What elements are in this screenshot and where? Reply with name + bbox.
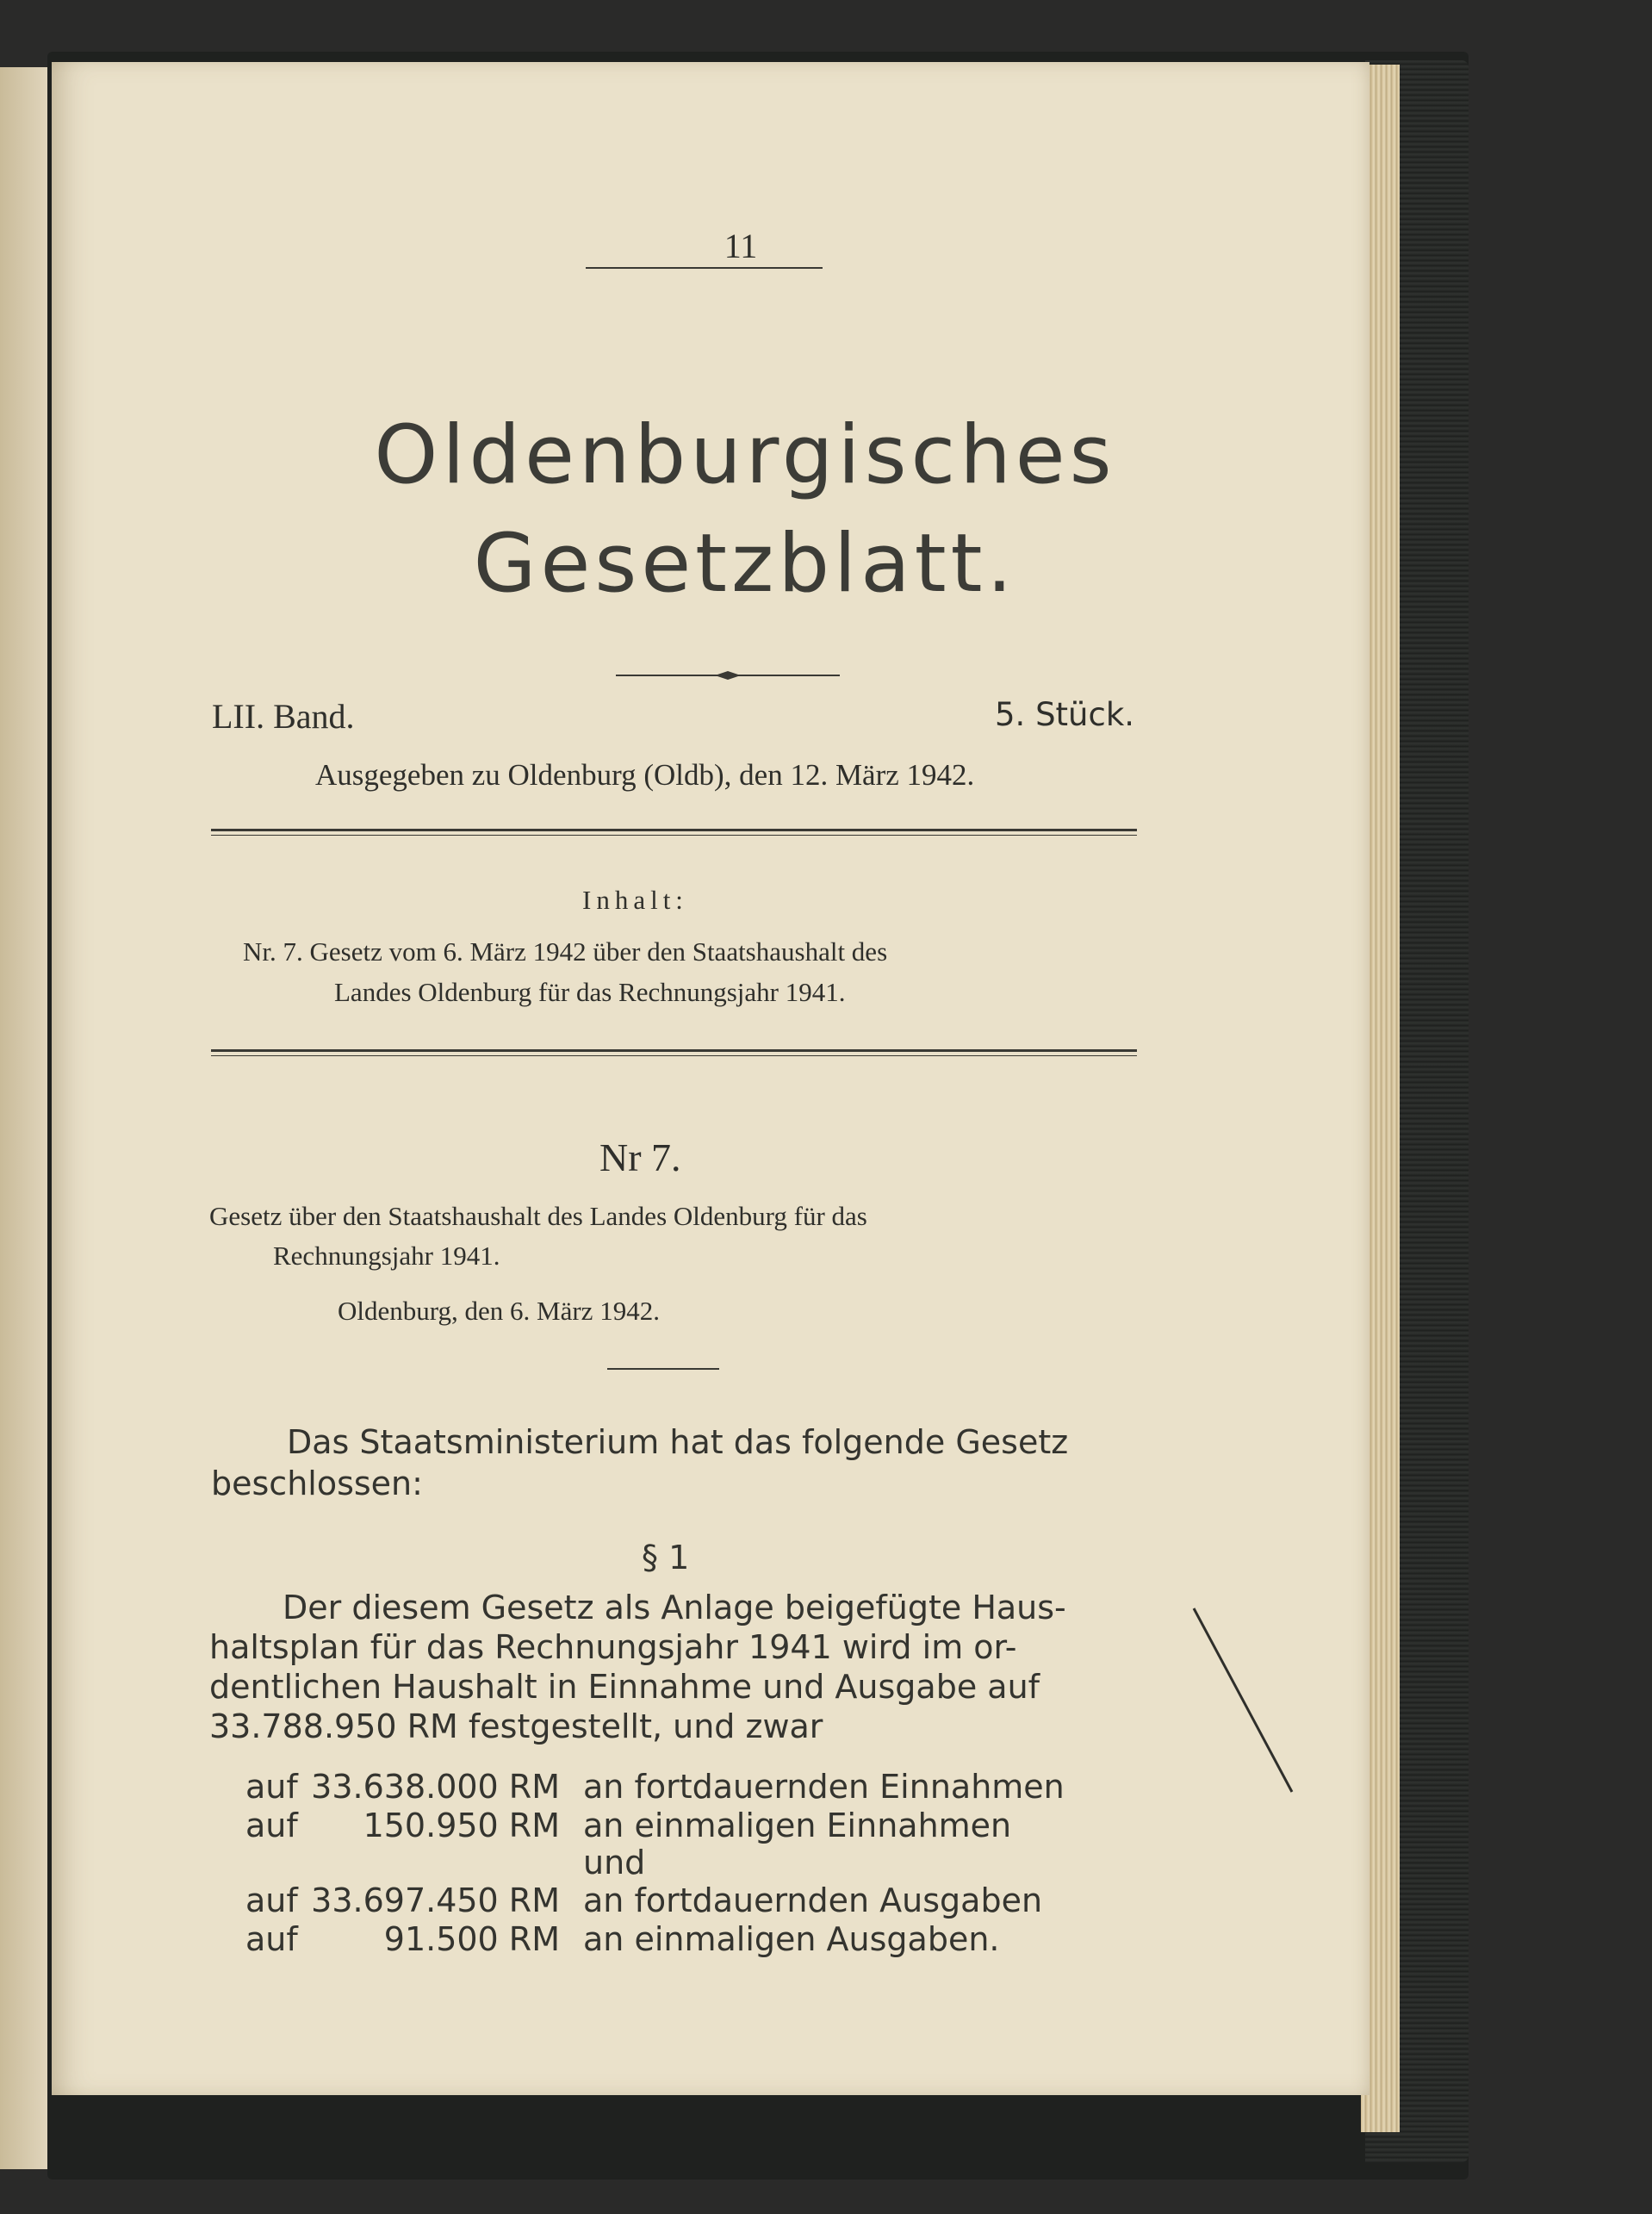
- amount-row-4-prefix: auf: [245, 1920, 298, 1958]
- amount-row-connector: und: [583, 1844, 646, 1881]
- issue-date: Ausgegeben zu Oldenburg (Oldb), den 12. März 1942.: [315, 758, 975, 792]
- law-place-date: Oldenburg, den 6. März 1942.: [338, 1296, 660, 1326]
- page-number-rule: [586, 267, 823, 269]
- contents-heading: Inhalt:: [582, 885, 688, 915]
- intro-line-2: beschlossen:: [211, 1465, 423, 1502]
- amount-row-1-value: 33.638.000 RM: [311, 1768, 560, 1806]
- pencil-stroke-mark: [1187, 1604, 1394, 1794]
- contents-line-1: Nr. 7. Gesetz vom 6. März 1942 über den Staatshaushalt des: [243, 936, 888, 967]
- amount-row-2-prefix: auf: [245, 1807, 298, 1844]
- amount-row-4-value: 91.500 RM: [383, 1920, 560, 1958]
- page-number: 11: [724, 227, 758, 265]
- section-line-3: dentlichen Haushalt in Einnahme und Ausgabe auf: [209, 1668, 1040, 1706]
- amount-row-1-desc: an fortdauernden Einnahmen: [583, 1768, 1065, 1806]
- law-divider: [607, 1368, 719, 1370]
- double-rule-top-a: [211, 829, 1137, 831]
- section-line-4: 33.788.950 RM festgestellt, und zwar: [209, 1707, 823, 1745]
- volume-label: LII. Band.: [212, 697, 355, 736]
- section-line-2: haltsplan für das Rechnungsjahr 1941 wird im or-: [209, 1628, 1017, 1666]
- double-rule-top-b: [211, 835, 1137, 836]
- contents-line-2: Landes Oldenburg für das Rechnungsjahr 1941.: [334, 977, 846, 1007]
- title-line-2: Gesetzblatt.: [473, 517, 1017, 611]
- double-rule-bottom-a: [211, 1049, 1137, 1052]
- ornament-divider: [616, 670, 840, 681]
- section-mark: § 1: [642, 1539, 690, 1577]
- amount-row-1-prefix: auf: [245, 1768, 298, 1806]
- law-number: Nr 7.: [599, 1135, 681, 1179]
- double-rule-bottom-b: [211, 1055, 1137, 1056]
- title-line-1: Oldenburgisches: [374, 408, 1116, 502]
- amount-row-4-desc: an einmaligen Ausgaben.: [583, 1920, 1000, 1958]
- law-title-line-2: Rechnungsjahr 1941.: [273, 1241, 500, 1271]
- section-line-1: Der diesem Gesetz als Anlage beigefügte Haus-: [283, 1589, 1066, 1626]
- law-title-line-1: Gesetz über den Staatshaushalt des Landes Oldenburg für das: [209, 1201, 867, 1231]
- document-page: [52, 62, 1369, 2095]
- intro-line-1: Das Staatsministerium hat das folgende Gesetz: [287, 1423, 1069, 1461]
- issue-label: 5. Stück.: [995, 696, 1135, 733]
- facing-page-edge: [0, 67, 52, 2169]
- amount-row-2-desc: an einmaligen Einnahmen: [583, 1807, 1012, 1844]
- amount-row-3-value: 33.697.450 RM: [311, 1881, 560, 1919]
- amount-row-2-value: 150.950 RM: [363, 1807, 560, 1844]
- amount-row-3-desc: an fortdauernden Ausgaben: [583, 1881, 1043, 1919]
- amount-row-3-prefix: auf: [245, 1881, 298, 1919]
